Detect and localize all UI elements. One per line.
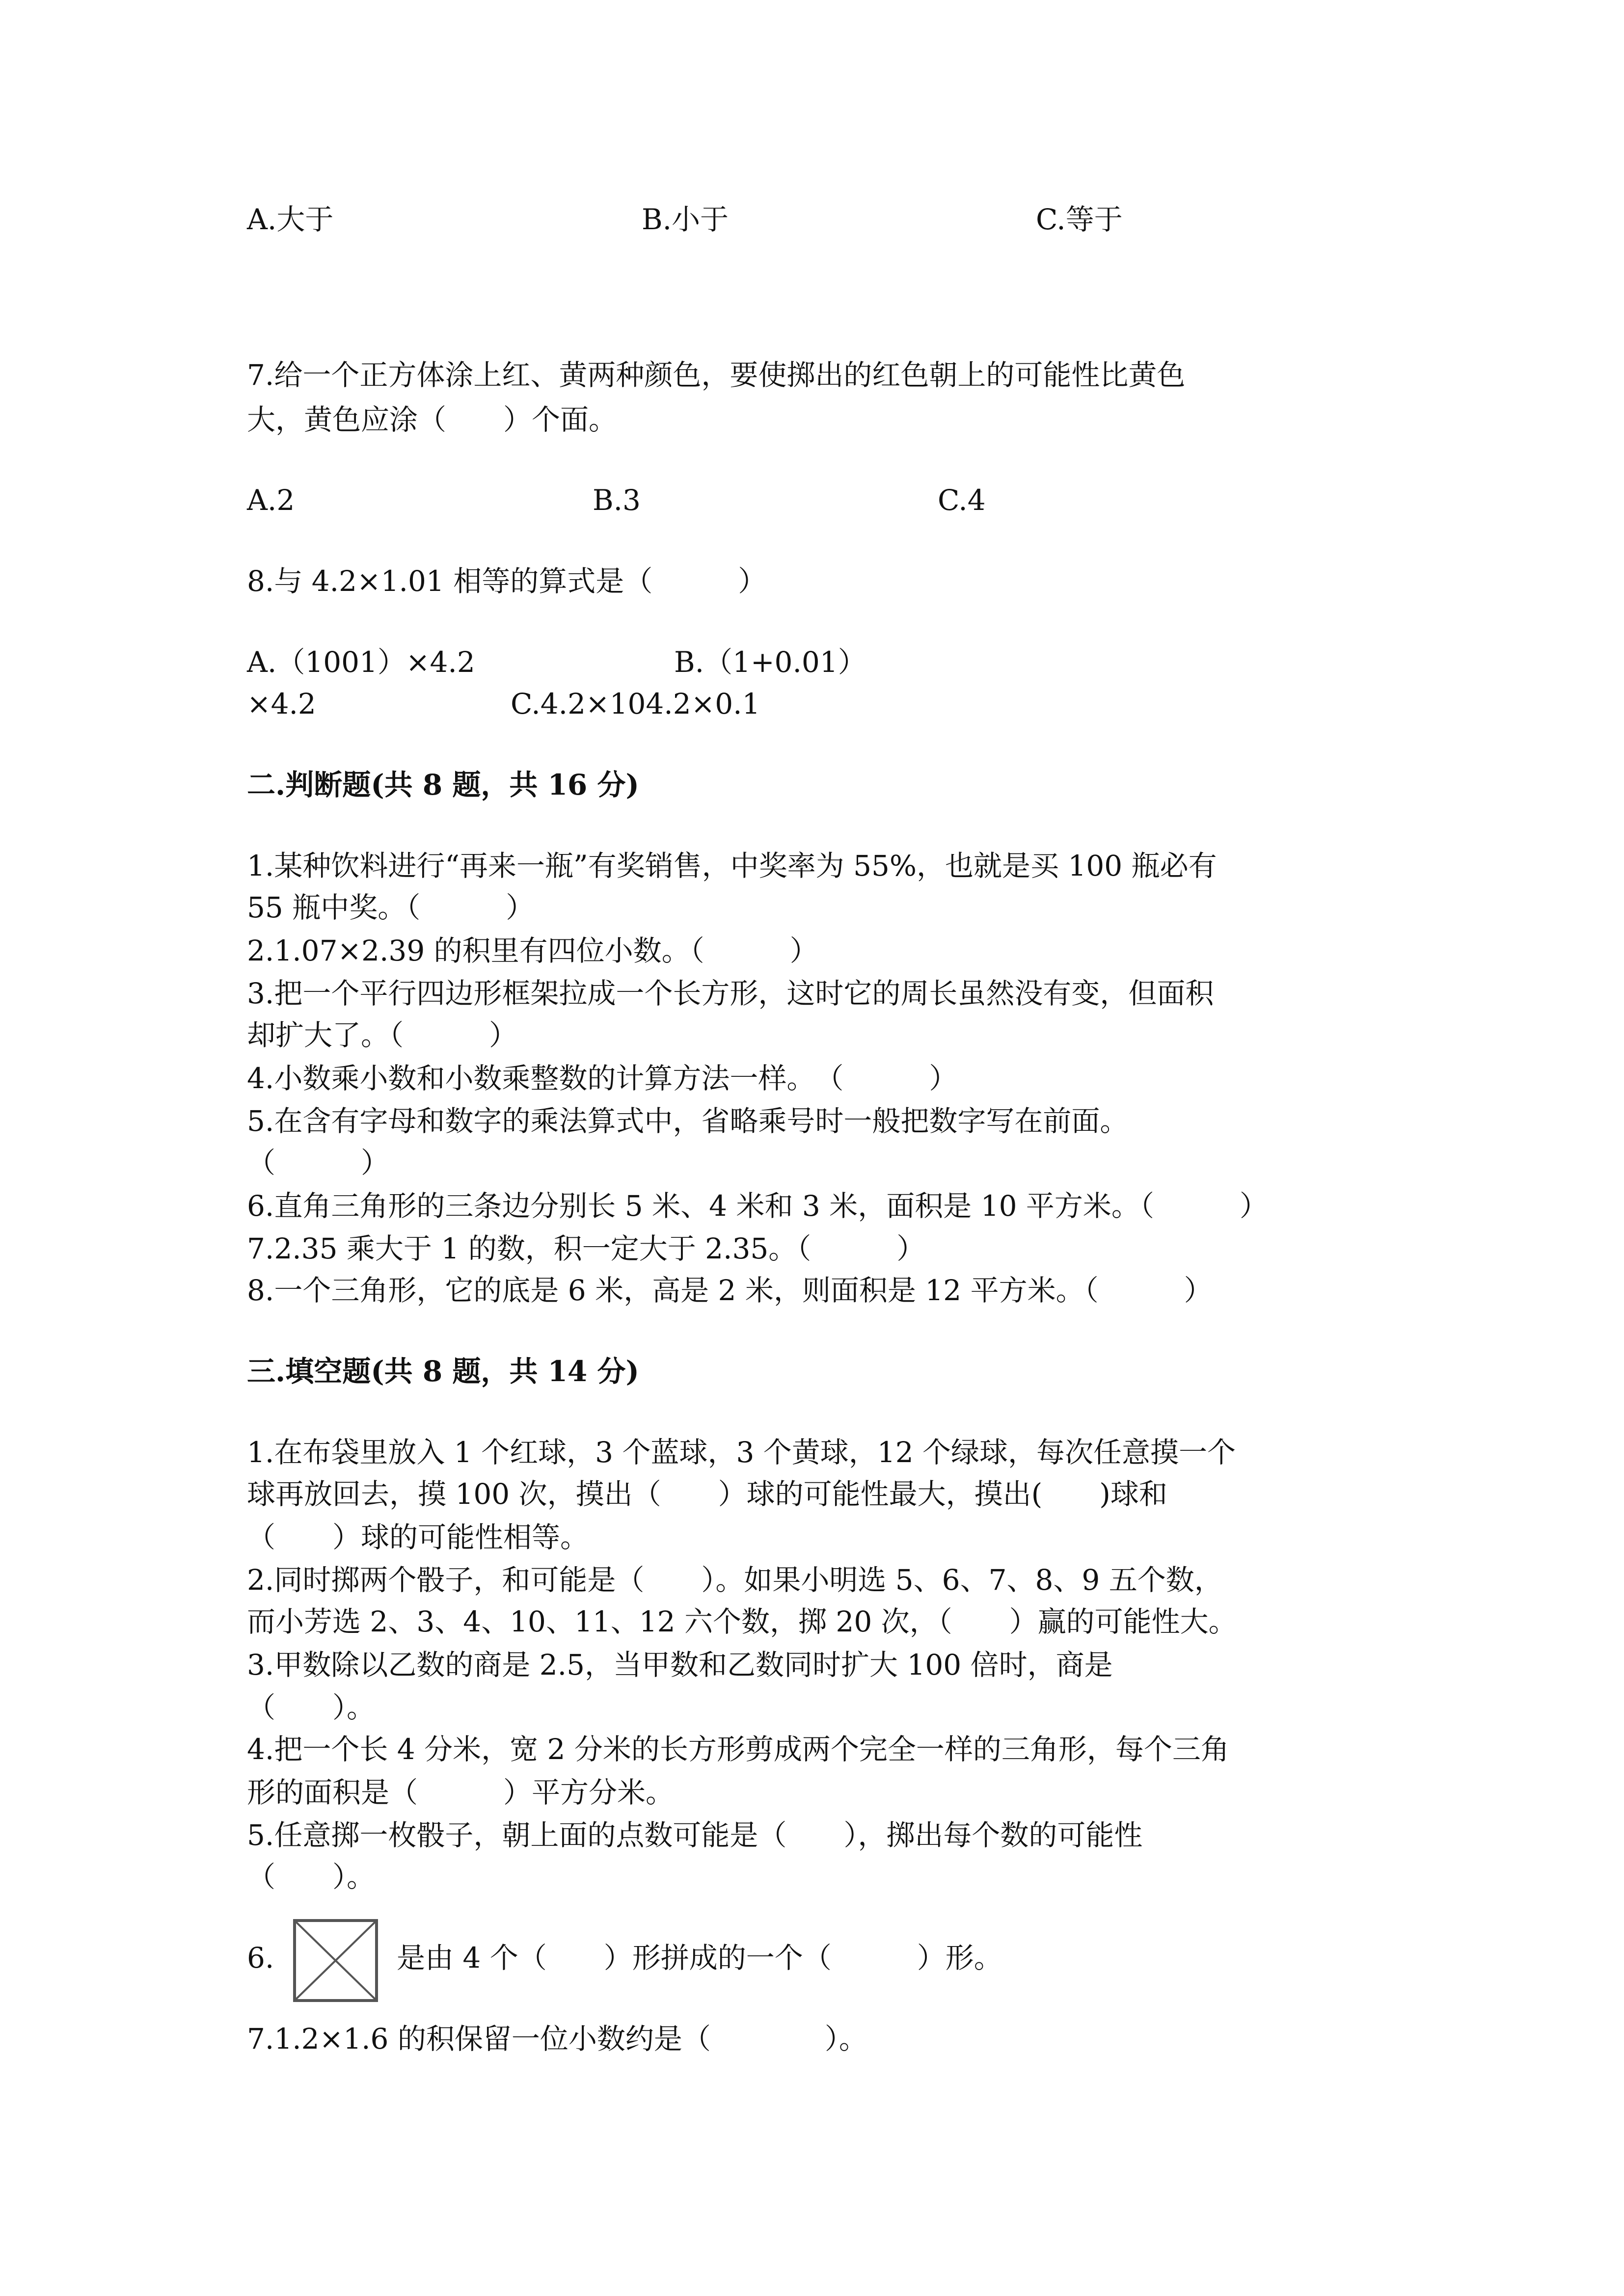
fill-line-5: 而小芳选 2、3、4、10、11、12 六个数，掷 20 次，（ ）赢的可能性大。 — [247, 1605, 1237, 1638]
q7-option-c: C.4 — [938, 483, 986, 517]
fill-line-2: 球再放回去，摸 100 次，摸出（ ）球的可能性最大，摸出( )球和 — [247, 1477, 1167, 1511]
judge-line-7: 5.在含有字母和数字的乘法算式中，省略乘号时一般把数字写在前面。 — [247, 1104, 1129, 1138]
option-a: A.大于 — [247, 203, 334, 236]
q7-option-a: A.2 — [247, 483, 295, 517]
fill-q7: 7.1.2×1.6 的积保留一位小数约是（ ）。 — [247, 2022, 867, 2056]
option-c: C.等于 — [1036, 203, 1123, 236]
fill-line-8: 4.把一个长 4 分米，宽 2 分米的长方形剪成两个完全一样的三角形，每个三角 — [247, 1733, 1229, 1766]
judge-line-5: 却扩大了。（ ） — [247, 1018, 518, 1052]
q7-stem-line2: 大，黄色应涂（ ）个面。 — [247, 403, 618, 436]
judge-line-2: 55 瓶中奖。（ ） — [247, 891, 535, 924]
fill-q6-number: 6. — [247, 1941, 274, 1975]
section3-title: 三.填空题(共 8 题，共 14 分) — [247, 1355, 639, 1388]
q7-stem-line1: 7.给一个正方体涂上红、黄两种颜色，要使掷出的红色朝上的可能性比黄色 — [247, 358, 1186, 392]
judge-line-1: 1.某种饮料进行“再来一瓶”有奖销售，中奖率为 55%，也就是买 100 瓶必有 — [247, 849, 1217, 882]
q8-option-c: C.4.2×104.2×0.1 — [511, 687, 760, 721]
fill-line-7: （ ）。 — [247, 1691, 376, 1724]
section2-title: 二.判断题(共 8 题，共 16 分) — [247, 768, 639, 801]
q8-option-b-cont: ×4.2 — [247, 687, 316, 721]
judge-line-10: 7.2.35 乘大于 1 的数，积一定大于 2.35。（ ） — [247, 1232, 925, 1265]
judge-line-4: 3.把一个平行四边形框架拉成一个长方形，这时它的周长虽然没有变，但面积 — [247, 977, 1214, 1010]
q8-option-a: A.（1001）×4.2 — [247, 645, 475, 679]
q8-stem: 8.与 4.2×1.01 相等的算式是（ ） — [247, 564, 767, 598]
option-b: B.小于 — [642, 203, 729, 236]
fill-line-9: 形的面积是（ ）平方分米。 — [247, 1776, 675, 1809]
judge-line-3: 2.1.07×2.39 的积里有四位小数。（ ） — [247, 934, 818, 967]
fill-q6-text: 是由 4 个（ ）形拼成的一个（ ）形。 — [397, 1941, 1002, 1975]
fill-line-3: （ ）球的可能性相等。 — [247, 1521, 589, 1554]
q8-option-b: B.（1+0.01） — [674, 645, 866, 679]
judge-line-8: （ ） — [247, 1146, 390, 1179]
square-diagonals-figure — [293, 1919, 378, 2002]
judge-line-11: 8.一个三角形，它的底是 6 米，高是 2 米，则面积是 12 平方米。（ ） — [247, 1274, 1213, 1307]
fill-line-10: 5.任意掷一枚骰子，朝上面的点数可能是（ ），掷出每个数的可能性 — [247, 1818, 1143, 1852]
fill-line-6: 3.甲数除以乙数的商是 2.5，当甲数和乙数同时扩大 100 倍时，商是 — [247, 1648, 1113, 1682]
fill-line-4: 2.同时掷两个骰子，和可能是（ ）。如果小明选 5、6、7、8、9 五个数， — [247, 1563, 1223, 1597]
q7-option-b: B.3 — [593, 483, 641, 517]
judge-line-9: 6.直角三角形的三条边分别长 5 米、4 米和 3 米，面积是 10 平方米。（ ） — [247, 1189, 1268, 1223]
judge-line-6: 4.小数乘小数和小数乘整数的计算方法一样。 （ ） — [247, 1062, 958, 1095]
fill-line-1: 1.在布袋里放入 1 个红球，3 个蓝球，3 个黄球，12 个绿球，每次任意摸一个 — [247, 1436, 1236, 1469]
fill-line-11: （ ）。 — [247, 1860, 376, 1894]
